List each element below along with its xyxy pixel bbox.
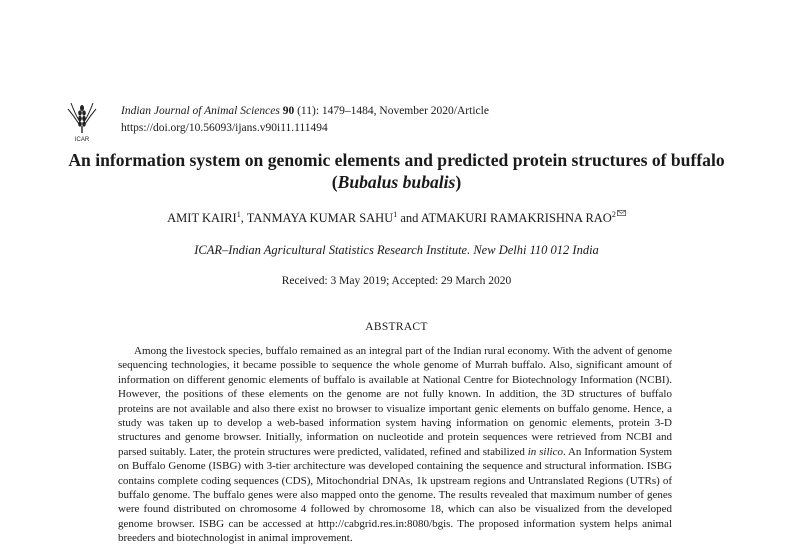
author-name: TANMAYA KUMAR SAHU: [246, 211, 394, 225]
author-name: AMIT KAIRI: [167, 211, 237, 225]
abstract-heading: ABSTRACT: [365, 321, 428, 333]
envelope-icon[interactable]: [617, 210, 626, 216]
abstract-body: [118, 344, 672, 546]
title-text: An information system on genomic elements and predicted protein structures of buffalo (: [68, 150, 725, 192]
author-affiliation-mark: 2: [611, 210, 616, 219]
affiliation: ICAR–Indian Agricultural Statistics Research Institute. New Delhi 110 012 India: [194, 243, 599, 257]
author-separator: ,: [240, 211, 247, 225]
received-accepted-dates: Received: 3 May 2019; Accepted: 29 March 2020: [281, 275, 512, 287]
logo-text: ICAR: [74, 137, 90, 143]
author-list: [0, 210, 793, 226]
author-affiliation-mark: 1: [393, 210, 398, 219]
abstract-italic-term: in silico: [527, 445, 563, 458]
journal-name: Indian Journal of Animal Sciences: [121, 105, 280, 117]
paper-title: [60, 149, 733, 193]
abstract-text: . An Information System on Buffalo Genome (ISBG) with 3-tier architecture was developed containing the sequence and structural information. ISBG contains complete coding sequences (CDS), Mitochondrial DNAs, 1k upstream regions and Untranslated Regions (UTRs) of buffalo genome. The buffalo genes were also mapped onto the genome. The results revealed that maximum number of genes were found distributed on chromosome 4 followed by chromosome 18, which can also be visualized from the developed genome browser. ISBG can be accessed at http://cabgrid.res.in:8080/bgis. The proposed information system helps animal breeders and biotechnologist in animal improvement.: [118, 445, 673, 545]
author-name: ATMAKURI RAMAKRISHNA RAO: [420, 211, 612, 225]
journal-volume: 90: [282, 105, 295, 117]
title-species: Bubalus bubalis: [337, 172, 456, 192]
author-separator: and: [397, 211, 421, 225]
author-affiliation-mark: 1: [236, 210, 241, 219]
title-close: ): [455, 172, 462, 192]
doi-link[interactable]: https://doi.org/10.56093/ijans.v90i11.111494: [121, 122, 328, 134]
abstract-text: Among the livestock species, buffalo remained as an integral part of the Indian rural economy. With the advent of genome sequencing technologies, it became possible to sequence the whole genome of Murrah buffalo. Also, significant amount of information on different genomic elements of buffalo is available at National Centre for Biotechnology Information (NCBI). However, the positions of these elements on the genome are not fully known. In addition, the 3D structures of buffalo proteins are not available and also there exist no browser to visualize important genic elements on buffalo genome. Hence, a study was taken up to develop a web-based information system having information on genomic elements, protein 3-D structures and genome browser. Initially, information on nucleotide and protein sequences were retrieved from NCBI and parsed suitably. Later, the protein structures were predicted, validated, refined and stabilized: [118, 345, 672, 458]
journal-citation: [121, 104, 489, 119]
journal-issue: (11): 1479–1484, November 2020/Article: [297, 105, 489, 117]
icar-wheat-emblem-icon: [66, 100, 98, 144]
